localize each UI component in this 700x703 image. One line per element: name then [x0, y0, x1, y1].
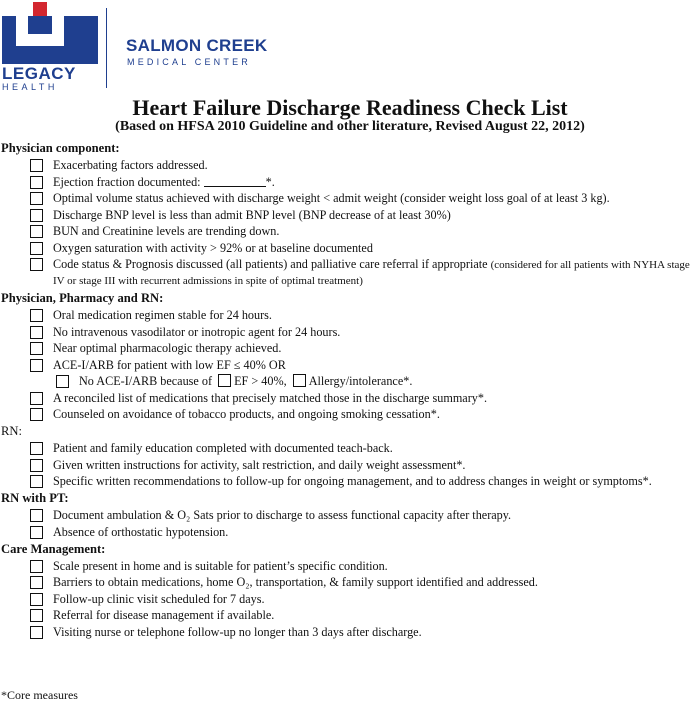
checkbox[interactable] [30, 309, 43, 322]
item-text: No intravenous vasodilator or inotropic agent for 24 hours. [53, 324, 341, 339]
checkbox[interactable] [30, 408, 43, 421]
allergy-checkbox[interactable] [293, 374, 306, 387]
checkbox[interactable] [30, 593, 43, 606]
legacy-health-logo-icon [2, 2, 98, 64]
allergy-label: Allergy/intolerance*. [308, 374, 413, 388]
checklist-sub-item [0, 374, 698, 389]
checklist-item [0, 325, 698, 340]
item-text: Oxygen saturation with activity > 92% or at baseline documented [53, 240, 373, 255]
checkbox[interactable] [30, 359, 43, 372]
checkbox[interactable] [56, 375, 69, 388]
item-text: ACE-I/ARB for patient with low EF ≤ 40% OR [53, 357, 286, 372]
item-text: Given written instructions for activity, salt restriction, and daily weight assessment*. [53, 457, 466, 472]
checklist-item [0, 158, 698, 173]
item-text: Patient and family education completed with documented teach-back. [53, 441, 393, 455]
checkbox[interactable] [30, 442, 43, 455]
item-text: Absence of orthostatic hypotension. [53, 524, 229, 539]
item-text: Referral for disease management if available. [53, 608, 275, 622]
checkbox[interactable] [30, 609, 43, 622]
item-text [53, 257, 698, 289]
checkbox[interactable] [30, 326, 43, 339]
checklist-item [0, 625, 698, 640]
item-text: Oral medication regimen stable for 24 hours. [53, 308, 272, 322]
checklist-item [0, 191, 698, 206]
no-acei-label: No ACE-I/ARB because of [79, 374, 213, 388]
org-name: SALMON CREEK [126, 36, 268, 55]
item-text: Exacerbating factors addressed. [53, 158, 208, 172]
logo-divider [106, 8, 107, 88]
checklist-item [0, 341, 698, 356]
checklist-item [0, 391, 698, 406]
section-heading: Physician component: [1, 141, 120, 155]
item-text: Discharge BNP level is less than admit BNP level (BNP decrease of at least 30%) [53, 207, 451, 222]
checkbox[interactable] [30, 192, 43, 205]
item-text: Barriers to obtain medications, home O₂, transportation, & family support identified and addressed. [53, 575, 538, 589]
section-rn-with-pt [0, 491, 698, 540]
section-heading: Physician, Pharmacy and RN: [1, 291, 164, 305]
code-status-text: Code status & Prognosis discussed (all patients) and palliative care referral if appropriate [53, 257, 488, 271]
checklist-item [0, 592, 698, 607]
checkbox[interactable] [30, 159, 43, 172]
org-subtitle: MEDICAL CENTER [127, 57, 251, 67]
ef-value-field[interactable] [204, 175, 266, 187]
checklist-item [0, 608, 698, 623]
checklist [0, 139, 698, 641]
item-text: Scale present in home and is suitable for patient’s specific condition. [53, 558, 388, 573]
ef-label: Ejection fraction documented: [53, 174, 201, 189]
checklist-item [0, 559, 698, 574]
item-text: Specific written recommendations to follow-up for ongoing management, and to address changes in weight or symptoms*. [53, 474, 652, 488]
code-status-note: (considered for all patients with NYHA stage IV or stage III with recurrent admissions in spite of optimal treatment) [53, 259, 690, 287]
checkbox[interactable] [30, 392, 43, 405]
checklist-item [0, 208, 698, 223]
checklist-item [0, 175, 698, 190]
section-heading: Care Management: [1, 541, 106, 556]
ef-over-40-label: EF > 40%, [234, 374, 287, 388]
page-subtitle: (Based on HFSA 2010 Guideline and other literature, Revised August 22, 2012) [115, 119, 585, 134]
checklist-item [0, 474, 698, 489]
checklist-item [0, 458, 698, 473]
checklist-item [0, 257, 698, 289]
ef-over-40-checkbox[interactable] [218, 374, 231, 387]
checklist-item [0, 358, 698, 373]
checklist-item [0, 575, 698, 590]
checkbox[interactable] [30, 242, 43, 255]
checkbox[interactable] [30, 626, 43, 639]
checkbox[interactable] [30, 176, 43, 189]
item-text: A reconciled list of medications that precisely matched those in the discharge summary*. [53, 390, 488, 405]
item-text: Document ambulation & O₂ Sats prior to discharge to assess functional capacity after therapy. [53, 508, 512, 522]
checklist-item [0, 224, 698, 239]
item-text: Follow-up clinic visit scheduled for 7 days. [53, 591, 265, 606]
section-heading: RN: [1, 424, 22, 438]
item-text: BUN and Creatinine levels are trending down. [53, 224, 280, 238]
section-physician [0, 141, 698, 289]
item-text: Near optimal pharmacologic therapy achieved. [53, 341, 282, 355]
checklist-item [0, 441, 698, 456]
header [0, 0, 700, 95]
page-title: Heart Failure Discharge Readiness Check List [132, 95, 568, 120]
logo-legacy-text: LEGACY [2, 64, 76, 83]
item-text [53, 175, 698, 190]
item-text [79, 374, 698, 389]
ef-suffix: *. [265, 174, 275, 189]
item-text: Counseled on avoidance of tobacco products, and ongoing smoking cessation*. [53, 407, 440, 421]
checkbox[interactable] [30, 576, 43, 589]
checklist-item [0, 508, 698, 523]
checkbox[interactable] [30, 475, 43, 488]
item-text: Optimal volume status achieved with discharge weight < admit weight (consider weight loss goal of at least 3 kg). [53, 191, 610, 205]
section-care-management [0, 542, 698, 640]
item-text: Visiting nurse or telephone follow-up no longer than 3 days after discharge. [53, 624, 422, 639]
checklist-item [0, 308, 698, 323]
checkbox[interactable] [30, 509, 43, 522]
section-physician-pharmacy-rn [0, 291, 698, 422]
checkbox[interactable] [30, 225, 43, 238]
checklist-item [0, 407, 698, 422]
checklist-item [0, 241, 698, 256]
checkbox[interactable] [30, 459, 43, 472]
checkbox[interactable] [30, 560, 43, 573]
checkbox[interactable] [30, 342, 43, 355]
section-rn [0, 424, 698, 489]
checkbox[interactable] [30, 258, 43, 271]
footnote: *Core measures [1, 688, 78, 702]
section-heading: RN with PT: [1, 491, 69, 505]
checkbox[interactable] [30, 526, 43, 539]
checkbox[interactable] [30, 209, 43, 222]
logo-health-text: HEALTH [2, 82, 58, 92]
checklist-item [0, 525, 698, 540]
